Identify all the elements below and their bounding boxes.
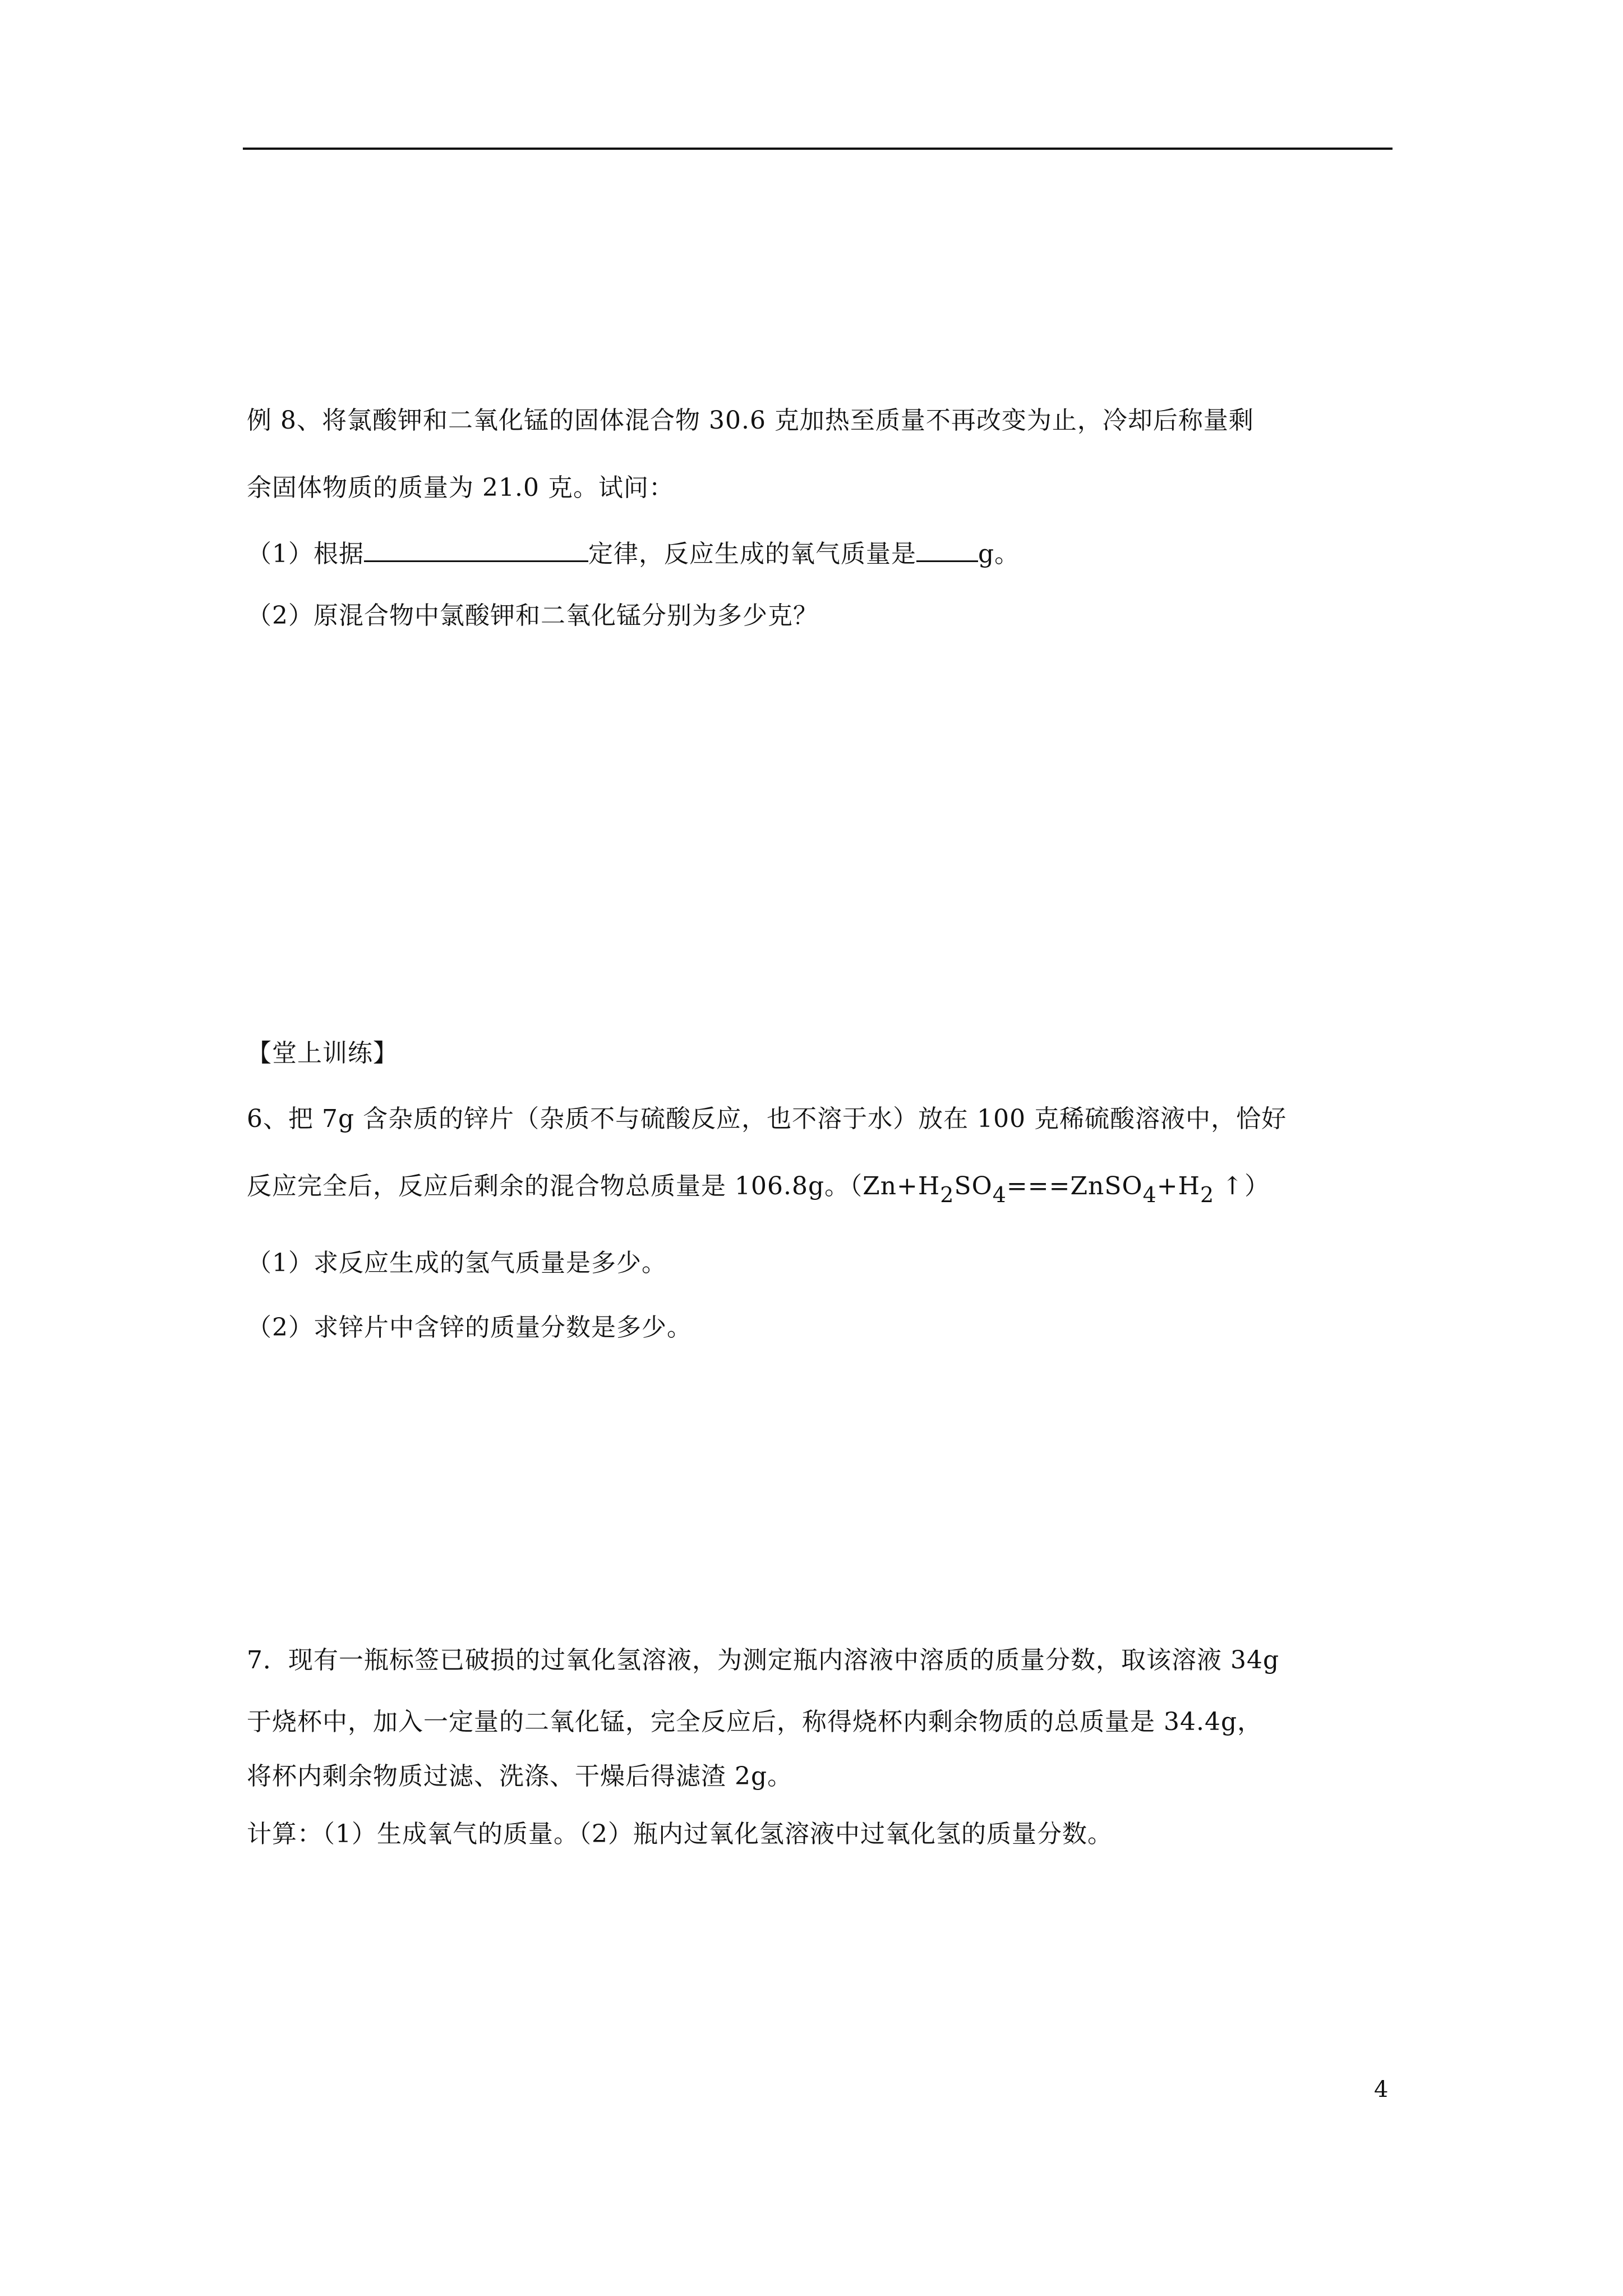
problem7-line2: 于烧杯中，加入一定量的二氧化锰，完全反应后，称得烧杯内剩余物质的总质量是 34.4g，: [247, 1708, 1263, 1736]
problem7-line4: 计算：（1）生成氧气的质量。（2）瓶内过氧化氢溶液中过氧化氢的质量分数。: [247, 1820, 1113, 1848]
reaction-equation: （$Zn+H_2SO_4===ZnSO_4+H_2$ ↑）: [850, 1172, 1270, 1200]
law-answer-blank[interactable]: [364, 536, 588, 562]
example8-q1-part3: g。: [978, 540, 1020, 568]
example8-line1: 例 8、将氯酸钾和二氧化锰的固体混合物 30.6 克加热至质量不再改变为止，冷却后称量剩: [247, 406, 1254, 435]
problem6-line2-text: 反应完全后，反应后剩余的混合物总质量是 106.8g。: [247, 1172, 850, 1200]
problem6-question2: （2）求锌片中含锌的质量分数是多少。: [247, 1313, 692, 1342]
example8-q1-part2: 定律，反应生成的氧气质量是: [588, 540, 916, 568]
problem7-line1: 7．现有一瓶标签已破损的过氧化氢溶液，为测定瓶内溶液中溶质的质量分数，取该溶液 34g: [247, 1646, 1280, 1674]
problem6-question1: （1）求反应生成的氢气质量是多少。: [247, 1249, 667, 1277]
header-rule: [243, 148, 1393, 150]
page-number: 4: [1374, 2077, 1389, 2102]
example8-question2: （2）原混合物中氯酸钾和二氧化锰分别为多少克？: [247, 601, 818, 630]
problem7-line3: 将杯内剩余物质过滤、洗涤、干燥后得滤渣 2g。: [247, 1762, 793, 1791]
oxygen-mass-blank[interactable]: [916, 536, 978, 562]
problem6-line2: [247, 1170, 1270, 1207]
example8-question1: [247, 536, 1020, 571]
example8-q1-part1: （1）根据: [247, 540, 364, 568]
gas-arrow-icon: ↑: [1222, 1172, 1244, 1200]
example8-line2: 余固体物质的质量为 21.0 克。试问：: [247, 473, 674, 502]
problem6-line1: 6、把 7g 含杂质的锌片（杂质不与硫酸反应，也不溶于水）放在 100 克稀硫酸溶液中，恰好: [247, 1105, 1287, 1133]
section-title: 【堂上训练】: [247, 1039, 398, 1068]
